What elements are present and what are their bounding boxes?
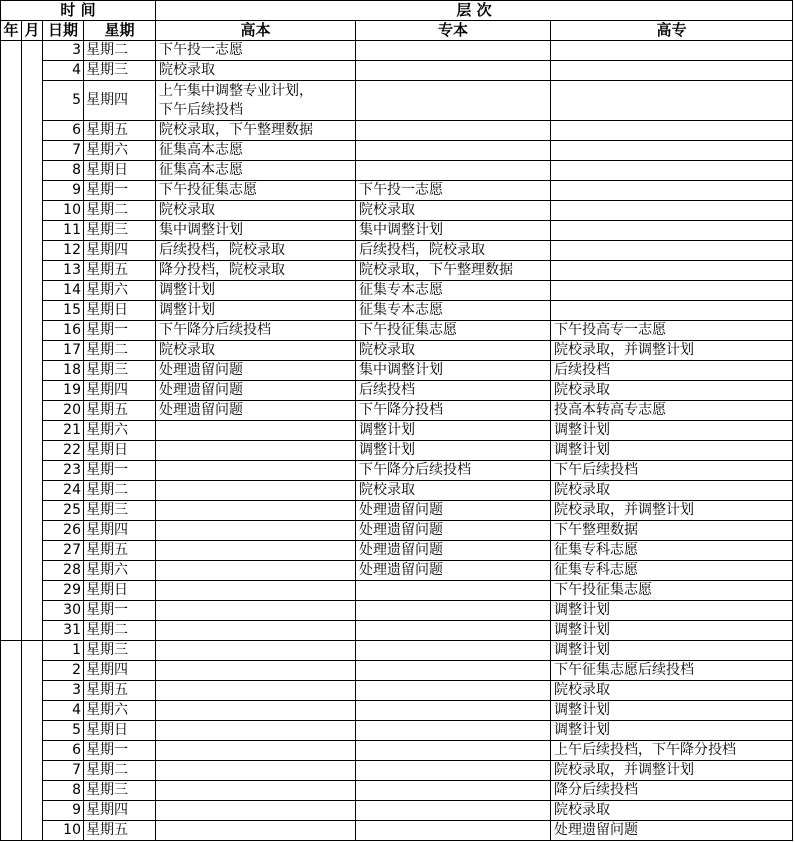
- gaozhuan-cell: 下午整理数据: [551, 521, 793, 541]
- header-level: 层 次: [156, 1, 793, 21]
- gaoben-cell: 上午集中调整专业计划， 下午后续投档: [156, 81, 356, 121]
- zhuanben-cell: [356, 61, 551, 81]
- header-weekday: 星期: [84, 21, 156, 41]
- weekday-cell: 星期日: [84, 301, 156, 321]
- date-cell: 22: [43, 441, 84, 461]
- weekday-cell: 星期五: [84, 681, 156, 701]
- zhuanben-cell: 下午降分投档: [356, 401, 551, 421]
- gaoben-cell: [156, 641, 356, 661]
- gaozhuan-cell: 投高本转高专志愿: [551, 401, 793, 421]
- gaozhuan-cell: 调整计划: [551, 701, 793, 721]
- gaozhuan-cell: 下午投征集志愿: [551, 581, 793, 601]
- gaozhuan-cell: [551, 201, 793, 221]
- zhuanben-cell: 处理遗留问题: [356, 501, 551, 521]
- gaoben-cell: [156, 681, 356, 701]
- gaoben-cell: 处理遗留问题: [156, 381, 356, 401]
- date-cell: 3: [43, 681, 84, 701]
- gaozhuan-cell: 后续投档: [551, 361, 793, 381]
- gaoben-cell: 处理遗留问题: [156, 361, 356, 381]
- table-row: [1, 661, 793, 681]
- date-cell: 30: [43, 601, 84, 621]
- gaozhuan-cell: 征集专科志愿: [551, 541, 793, 561]
- month-cell: [22, 641, 43, 841]
- gaozhuan-cell: 下午后续投档: [551, 461, 793, 481]
- table-row: [1, 461, 793, 481]
- zhuanben-cell: 处理遗留问题: [356, 561, 551, 581]
- gaozhuan-cell: [551, 61, 793, 81]
- weekday-cell: 星期三: [84, 781, 156, 801]
- date-cell: 5: [43, 81, 84, 121]
- zhuanben-cell: [356, 721, 551, 741]
- table-row: [1, 241, 793, 261]
- table-row: [1, 721, 793, 741]
- table-row: [1, 741, 793, 761]
- table-row: [1, 581, 793, 601]
- table-row: [1, 441, 793, 461]
- weekday-cell: 星期日: [84, 161, 156, 181]
- gaoben-cell: [156, 781, 356, 801]
- table-row: [1, 61, 793, 81]
- header-year: 年: [1, 21, 22, 41]
- gaozhuan-cell: 征集专科志愿: [551, 561, 793, 581]
- gaoben-cell: 院校录取: [156, 201, 356, 221]
- gaoben-cell: 降分投档，院校录取: [156, 261, 356, 281]
- weekday-cell: 星期一: [84, 601, 156, 621]
- gaoben-cell: [156, 821, 356, 841]
- table-row: [1, 421, 793, 441]
- gaozhuan-cell: 调整计划: [551, 601, 793, 621]
- gaozhuan-cell: 调整计划: [551, 641, 793, 661]
- table-row: [1, 321, 793, 341]
- gaozhuan-cell: 上午后续投档，下午降分投档: [551, 741, 793, 761]
- table-row: [1, 781, 793, 801]
- zhuanben-cell: [356, 801, 551, 821]
- weekday-cell: 星期日: [84, 441, 156, 461]
- gaozhuan-cell: [551, 181, 793, 201]
- weekday-cell: 星期二: [84, 481, 156, 501]
- weekday-cell: 星期五: [84, 821, 156, 841]
- weekday-cell: 星期五: [84, 541, 156, 561]
- weekday-cell: 星期一: [84, 321, 156, 341]
- weekday-cell: 星期六: [84, 701, 156, 721]
- weekday-cell: 星期六: [84, 561, 156, 581]
- gaoben-cell: 后续投档，院校录取: [156, 241, 356, 261]
- date-cell: 24: [43, 481, 84, 501]
- weekday-cell: 星期二: [84, 341, 156, 361]
- table-row: [1, 261, 793, 281]
- date-cell: 18: [43, 361, 84, 381]
- gaozhuan-cell: 院校录取，并调整计划: [551, 501, 793, 521]
- table-row: [1, 541, 793, 561]
- weekday-cell: 星期一: [84, 181, 156, 201]
- gaozhuan-cell: [551, 41, 793, 61]
- gaoben-cell: [156, 421, 356, 441]
- gaoben-cell: [156, 561, 356, 581]
- table-row: [1, 41, 793, 61]
- weekday-cell: 星期三: [84, 61, 156, 81]
- weekday-cell: 星期三: [84, 641, 156, 661]
- weekday-cell: 星期一: [84, 461, 156, 481]
- table-row: [1, 381, 793, 401]
- zhuanben-cell: [356, 701, 551, 721]
- gaoben-cell: 院校录取: [156, 61, 356, 81]
- weekday-cell: 星期三: [84, 501, 156, 521]
- date-cell: 2: [43, 661, 84, 681]
- gaozhuan-cell: [551, 261, 793, 281]
- gaoben-cell: [156, 721, 356, 741]
- gaoben-cell: 下午投征集志愿: [156, 181, 356, 201]
- weekday-cell: 星期四: [84, 661, 156, 681]
- gaozhuan-cell: 调整计划: [551, 421, 793, 441]
- table-row: [1, 361, 793, 381]
- weekday-cell: 星期日: [84, 581, 156, 601]
- date-cell: 28: [43, 561, 84, 581]
- gaoben-cell: [156, 621, 356, 641]
- schedule-rows: [1, 41, 793, 841]
- weekday-cell: 星期五: [84, 401, 156, 421]
- zhuanben-cell: [356, 621, 551, 641]
- gaoben-cell: 处理遗留问题: [156, 401, 356, 421]
- zhuanben-cell: [356, 741, 551, 761]
- gaozhuan-cell: 院校录取: [551, 681, 793, 701]
- date-cell: 14: [43, 281, 84, 301]
- gaoben-cell: [156, 601, 356, 621]
- zhuanben-cell: 处理遗留问题: [356, 521, 551, 541]
- header-time: 时 间: [1, 1, 156, 21]
- date-cell: 21: [43, 421, 84, 441]
- zhuanben-cell: [356, 81, 551, 121]
- date-cell: 4: [43, 701, 84, 721]
- gaozhuan-cell: 下午投高专一志愿: [551, 321, 793, 341]
- gaozhuan-cell: [551, 161, 793, 181]
- table-row: [1, 121, 793, 141]
- gaoben-cell: [156, 661, 356, 681]
- date-cell: 19: [43, 381, 84, 401]
- weekday-cell: 星期一: [84, 741, 156, 761]
- zhuanben-cell: 院校录取: [356, 341, 551, 361]
- date-cell: 5: [43, 721, 84, 741]
- table-row: [1, 141, 793, 161]
- gaozhuan-cell: 院校录取: [551, 801, 793, 821]
- gaoben-cell: [156, 761, 356, 781]
- table-row: [1, 181, 793, 201]
- table-row: [1, 81, 793, 121]
- gaozhuan-cell: [551, 281, 793, 301]
- gaoben-cell: [156, 501, 356, 521]
- gaozhuan-cell: [551, 121, 793, 141]
- weekday-cell: 星期三: [84, 221, 156, 241]
- zhuanben-cell: 调整计划: [356, 441, 551, 461]
- weekday-cell: 星期四: [84, 81, 156, 121]
- gaoben-cell: [156, 701, 356, 721]
- weekday-cell: 星期六: [84, 141, 156, 161]
- table-row: [1, 521, 793, 541]
- table-row: [1, 801, 793, 821]
- table-row: [1, 401, 793, 421]
- weekday-cell: 星期五: [84, 261, 156, 281]
- zhuanben-cell: 处理遗留问题: [356, 541, 551, 561]
- zhuanben-cell: [356, 161, 551, 181]
- zhuanben-cell: [356, 581, 551, 601]
- date-cell: 6: [43, 741, 84, 761]
- gaozhuan-cell: [551, 301, 793, 321]
- zhuanben-cell: 下午降分后续投档: [356, 461, 551, 481]
- weekday-cell: 星期四: [84, 381, 156, 401]
- header-month: 月: [22, 21, 43, 41]
- year-cell: [1, 41, 22, 641]
- gaoben-cell: [156, 481, 356, 501]
- weekday-cell: 星期日: [84, 721, 156, 741]
- gaozhuan-cell: [551, 81, 793, 121]
- table-row: [1, 221, 793, 241]
- table-row: [1, 301, 793, 321]
- table-row: [1, 281, 793, 301]
- date-cell: 23: [43, 461, 84, 481]
- zhuanben-cell: 院校录取: [356, 481, 551, 501]
- gaoben-cell: 调整计划: [156, 281, 356, 301]
- gaoben-cell: 征集高本志愿: [156, 141, 356, 161]
- date-cell: 7: [43, 761, 84, 781]
- header-date: 日期: [43, 21, 84, 41]
- header-gaoben: 高本: [156, 21, 356, 41]
- date-cell: 15: [43, 301, 84, 321]
- gaozhuan-cell: [551, 241, 793, 261]
- zhuanben-cell: 集中调整计划: [356, 361, 551, 381]
- weekday-cell: 星期二: [84, 761, 156, 781]
- date-cell: 17: [43, 341, 84, 361]
- date-cell: 31: [43, 621, 84, 641]
- header-gaozhuan: 高专: [551, 21, 793, 41]
- month-cell: [22, 41, 43, 641]
- weekday-cell: 星期四: [84, 801, 156, 821]
- zhuanben-cell: [356, 761, 551, 781]
- date-cell: 11: [43, 221, 84, 241]
- gaozhuan-cell: 调整计划: [551, 441, 793, 461]
- date-cell: 20: [43, 401, 84, 421]
- gaozhuan-cell: 院校录取，并调整计划: [551, 761, 793, 781]
- gaozhuan-cell: [551, 221, 793, 241]
- date-cell: 8: [43, 781, 84, 801]
- gaoben-cell: [156, 521, 356, 541]
- table-row: [1, 601, 793, 621]
- date-cell: 25: [43, 501, 84, 521]
- table-row: [1, 821, 793, 841]
- zhuanben-cell: 下午投征集志愿: [356, 321, 551, 341]
- date-cell: 10: [43, 201, 84, 221]
- date-cell: 27: [43, 541, 84, 561]
- date-cell: 13: [43, 261, 84, 281]
- zhuanben-cell: [356, 41, 551, 61]
- gaozhuan-cell: 院校录取: [551, 381, 793, 401]
- gaoben-cell: 调整计划: [156, 301, 356, 321]
- zhuanben-cell: [356, 601, 551, 621]
- date-cell: 8: [43, 161, 84, 181]
- gaoben-cell: [156, 801, 356, 821]
- gaoben-cell: 集中调整计划: [156, 221, 356, 241]
- weekday-cell: 星期五: [84, 121, 156, 141]
- gaozhuan-cell: 调整计划: [551, 721, 793, 741]
- header-zhuanben: 专本: [356, 21, 551, 41]
- date-cell: 3: [43, 41, 84, 61]
- gaozhuan-cell: 降分后续投档: [551, 781, 793, 801]
- gaozhuan-cell: 院校录取: [551, 481, 793, 501]
- weekday-cell: 星期二: [84, 41, 156, 61]
- gaoben-cell: 下午降分后续投档: [156, 321, 356, 341]
- date-cell: 9: [43, 801, 84, 821]
- weekday-cell: 星期四: [84, 521, 156, 541]
- table-row: [1, 501, 793, 521]
- table-row: [1, 481, 793, 501]
- gaoben-cell: [156, 441, 356, 461]
- zhuanben-cell: [356, 781, 551, 801]
- date-cell: 29: [43, 581, 84, 601]
- zhuanben-cell: [356, 641, 551, 661]
- table-row: [1, 641, 793, 661]
- table-row: [1, 341, 793, 361]
- gaoben-cell: [156, 541, 356, 561]
- weekday-cell: 星期二: [84, 621, 156, 641]
- table-row: [1, 201, 793, 221]
- date-cell: 7: [43, 141, 84, 161]
- zhuanben-cell: 征集专本志愿: [356, 301, 551, 321]
- date-cell: 16: [43, 321, 84, 341]
- gaozhuan-cell: 处理遗留问题: [551, 821, 793, 841]
- date-cell: 1: [43, 641, 84, 661]
- zhuanben-cell: 后续投档，院校录取: [356, 241, 551, 261]
- date-cell: 26: [43, 521, 84, 541]
- table-row: [1, 561, 793, 581]
- gaozhuan-cell: [551, 141, 793, 161]
- gaoben-cell: 下午投一志愿: [156, 41, 356, 61]
- date-cell: 4: [43, 61, 84, 81]
- zhuanben-cell: 调整计划: [356, 421, 551, 441]
- gaoben-cell: [156, 461, 356, 481]
- year-cell: [1, 641, 22, 841]
- weekday-cell: 星期二: [84, 201, 156, 221]
- table-row: [1, 761, 793, 781]
- gaoben-cell: 征集高本志愿: [156, 161, 356, 181]
- weekday-cell: 星期三: [84, 361, 156, 381]
- table-row: [1, 161, 793, 181]
- date-cell: 9: [43, 181, 84, 201]
- table-row: [1, 621, 793, 641]
- zhuanben-cell: 下午投一志愿: [356, 181, 551, 201]
- zhuanben-cell: 集中调整计划: [356, 221, 551, 241]
- zhuanben-cell: [356, 821, 551, 841]
- gaoben-cell: 院校录取: [156, 341, 356, 361]
- zhuanben-cell: [356, 661, 551, 681]
- date-cell: 12: [43, 241, 84, 261]
- zhuanben-cell: [356, 681, 551, 701]
- gaozhuan-cell: 下午征集志愿后续投档: [551, 661, 793, 681]
- zhuanben-cell: 院校录取，下午整理数据: [356, 261, 551, 281]
- table-row: [1, 681, 793, 701]
- weekday-cell: 星期四: [84, 241, 156, 261]
- zhuanben-cell: 征集专本志愿: [356, 281, 551, 301]
- weekday-cell: 星期六: [84, 421, 156, 441]
- zhuanben-cell: [356, 141, 551, 161]
- gaozhuan-cell: 调整计划: [551, 621, 793, 641]
- gaoben-cell: 院校录取，下午整理数据: [156, 121, 356, 141]
- gaoben-cell: [156, 581, 356, 601]
- gaozhuan-cell: 院校录取，并调整计划: [551, 341, 793, 361]
- gaoben-cell: [156, 741, 356, 761]
- zhuanben-cell: 院校录取: [356, 201, 551, 221]
- date-cell: 6: [43, 121, 84, 141]
- date-cell: 10: [43, 821, 84, 841]
- zhuanben-cell: 后续投档: [356, 381, 551, 401]
- zhuanben-cell: [356, 121, 551, 141]
- weekday-cell: 星期六: [84, 281, 156, 301]
- table-row: [1, 701, 793, 721]
